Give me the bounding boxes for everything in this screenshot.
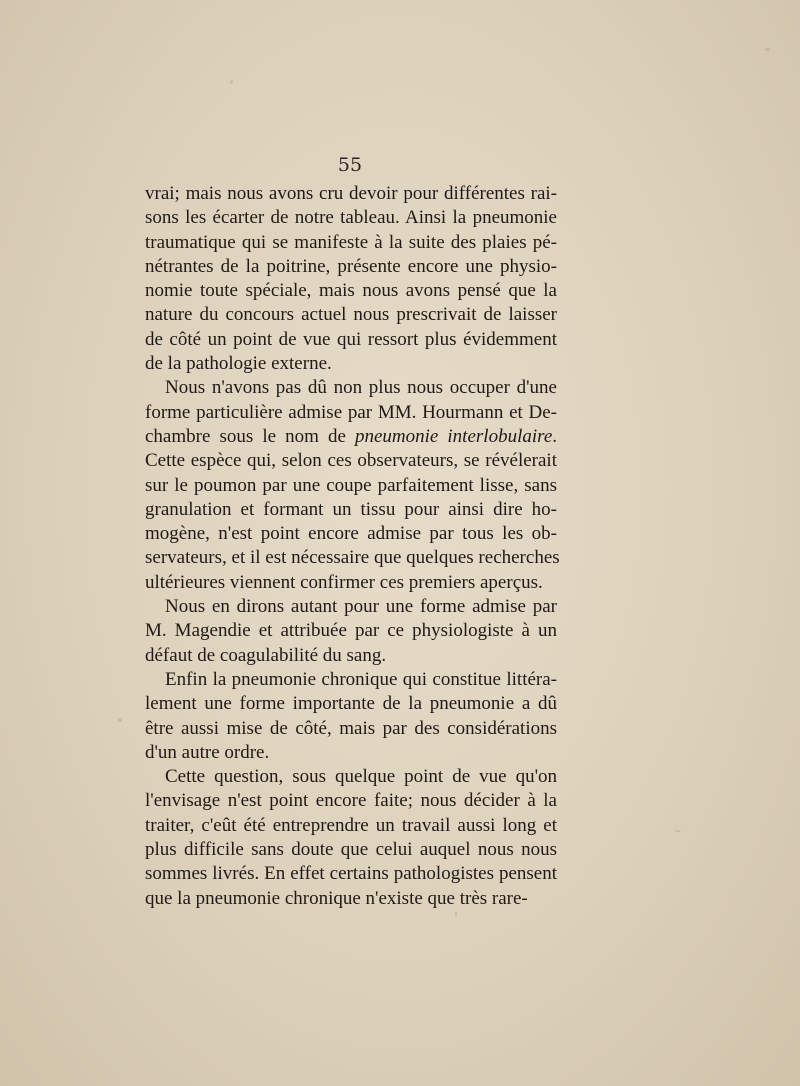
text-line: sur le poumon par une coupe parfaitement lisse, sans [145, 474, 557, 496]
text-line: Enfin la pneumonie chronique qui constitue littéra- [165, 668, 557, 690]
paper-spot [675, 830, 681, 832]
text-line: nomie toute spéciale, mais nous avons pensé que la [145, 280, 557, 302]
text-line: de la pathologie externe. [145, 353, 332, 375]
paper-spot [765, 48, 770, 51]
text-line: vrai; mais nous avons cru devoir pour différentes rai- [145, 183, 557, 204]
text-line: servateurs, et il est nécessaire que quelques recherches [145, 547, 560, 569]
italic-term: pneumonie interlobulaire [354, 425, 553, 447]
text-line: nétrantes de la poitrine, présente encore une physio- [145, 255, 557, 277]
body-text [145, 182, 560, 911]
text-line: traiter, c'eût été entreprendre un travail aussi long et [145, 814, 557, 836]
paper-spot [230, 80, 233, 84]
paper-spot [455, 912, 457, 917]
text-line: Nous n'avons pas dû non plus nous occuper d'une [165, 377, 557, 399]
text-line: mogène, n'est point encore admise par tous les ob- [145, 523, 557, 545]
text-line: Cette espèce qui, selon ces observateurs, se révélerait [145, 450, 557, 472]
text-line: lement une forme importante de la pneumonie a dû [145, 693, 557, 715]
text-line: que la pneumonie chronique n'existe que très rare- [145, 887, 528, 909]
text-line: M. Magendie et attribuée par ce physiologiste à un [145, 620, 557, 642]
text-line: Cette question, sous quelque point de vue qu'on [165, 766, 557, 788]
text-line: traumatique qui se manifeste à la suite des plaies pé- [145, 231, 557, 253]
text-line: ultérieures viennent confirmer ces premiers aperçus. [145, 571, 543, 593]
text-line: être aussi mise de côté, mais par des considérations [145, 717, 557, 739]
text-line: forme particulière admise par MM. Hourmann et De- [145, 401, 557, 423]
text-line: Nous en dirons autant pour une forme admise par [165, 596, 557, 618]
text-line: granulation et formant un tissu pour ainsi dire ho- [145, 498, 557, 520]
text-line: sommes livrés. En effet certains pathologistes pensent [145, 863, 557, 885]
text-line: chambre sous le nom de pneumonie interlobulaire. [145, 425, 557, 447]
text-line: de côté un point de vue qui ressort plus évidemment [145, 328, 557, 350]
text-line: l'envisage n'est point encore faite; nous décider à la [145, 790, 557, 812]
page-number: 55 [337, 154, 363, 176]
text-line: sons les écarter de notre tableau. Ainsi la pneumonie [145, 207, 557, 229]
paper-spot [118, 718, 122, 722]
text-line: nature du concours actuel nous prescrivait de laisser [145, 304, 557, 326]
text-line: plus difficile sans doute que celui auquel nous nous [145, 839, 557, 861]
text-line: d'un autre ordre. [145, 741, 270, 763]
text-line: défaut de coagulabilité du sang. [145, 644, 387, 666]
